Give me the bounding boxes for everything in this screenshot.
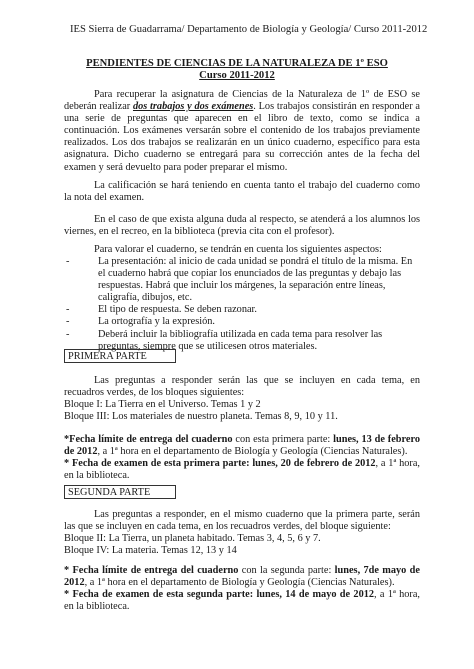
list-item: - La presentación: al inicio de cada unidad se pondrá el título de la misma. En el cuaderno habrá que copiar los enunciados de las preguntas y debajo las respuestas. Habrá que incluir los márgenes, la separación entre líneas, caligrafía, dibujos, etc. xyxy=(64,256,420,304)
calificacion-paragraph: La calificación se hará teniendo en cuenta tanto el trabajo del cuaderno como la nota del examen. xyxy=(64,180,420,204)
part1-bloque3: Bloque III: Los materiales de nuestro planeta. Temas 8, 9, 10 y 11. xyxy=(64,411,338,422)
list-item: - La ortografía y la expresión. xyxy=(64,316,420,328)
aspects-list xyxy=(64,256,420,353)
part1-intro: Las preguntas a responder serán las que se incluyen en cada tema, en recuadros verdes, de los bloques siguientes: xyxy=(64,375,420,399)
part2-entrega: * Fecha límite de entrega del cuaderno con la segunda parte: lunes, 7de mayo de 2012, a 1ª hora en el departamento de Biología y Geología (Ciencias Naturales). xyxy=(64,565,420,589)
list-item: - El tipo de respuesta. Se deben razonar. xyxy=(64,304,420,316)
duda-paragraph: En el caso de que exista alguna duda al respecto, se atenderá a los alumnos los viernes, en el recreo, en la biblioteca (previa cita con el profesor). xyxy=(64,214,420,238)
part2-examen: * Fecha de examen de esta segunda parte: lunes, 14 de mayo de 2012, a 1ª hora, en la biblioteca. xyxy=(64,589,420,613)
primera-parte-label: PRIMERA PARTE xyxy=(64,349,176,363)
page-header: IES Sierra de Guadarrama/ Departamento de Biología y Geología/ Curso 2011-2012 xyxy=(70,24,428,35)
part2-bloque4: Bloque IV: La materia. Temas 12, 13 y 14 xyxy=(64,545,237,556)
list-item: - Deberá incluir la bibliografía utilizada en cada tema para resolver las preguntas, siempre que se utilicesen otros materiales. xyxy=(64,329,420,353)
document-title: PENDIENTES DE CIENCIAS DE LA NATURALEZA DE 1º ESO xyxy=(86,58,388,69)
part1-entrega: *Fecha límite de entrega del cuaderno con esta primera parte: lunes, 13 de febrero de 2012, a 1ª hora en el departamento de Biología y Geología (Ciencias Naturales). xyxy=(64,434,421,458)
part1-bloque1: Bloque I: La Tierra en el Universo. Temas 1 y 2 xyxy=(64,399,261,410)
highlight-trabajos: dos trabajos y dos exámenes xyxy=(132,101,254,113)
intro-paragraph: Para recuperar la asignatura de Ciencias de la Naturaleza de 1º de ESO se deberán realizar dos trabajos y dos exámenes. Los trabajos consistirán en responder a una serie de preguntas que aparecen en el libro de texto, como se indica a continuación. Los exámenes versarán sobre el contenido de los trabajos previamente realizados. Los dos trabajos se realizarán en un único cuaderno, específico para esta asignatura. Dicho cuaderno se entregará para su corrección antes de la fecha del examen y será devuelto para poder preparar el mismo. xyxy=(64,89,420,173)
part2-intro: Las preguntas a responder, en el mismo cuaderno que la primera parte, serán las que se incluyen en cada tema, en los recuadros verdes, del bloque siguiente: xyxy=(64,509,420,533)
part1-examen: * Fecha de examen de esta primera parte: lunes, 20 de febrero de 2012, a 1ª hora, en la biblioteca. xyxy=(64,458,420,482)
segunda-parte-label: SEGUNDA PARTE xyxy=(64,485,176,499)
document-subtitle: Curso 2011-2012 xyxy=(199,70,275,81)
part2-bloque2: Bloque II: La Tierra, un planeta habitado. Temas 3, 4, 5, 6 y 7. xyxy=(64,533,321,544)
valorar-paragraph: Para valorar el cuaderno, se tendrán en cuenta los siguientes aspectos: xyxy=(94,244,382,255)
